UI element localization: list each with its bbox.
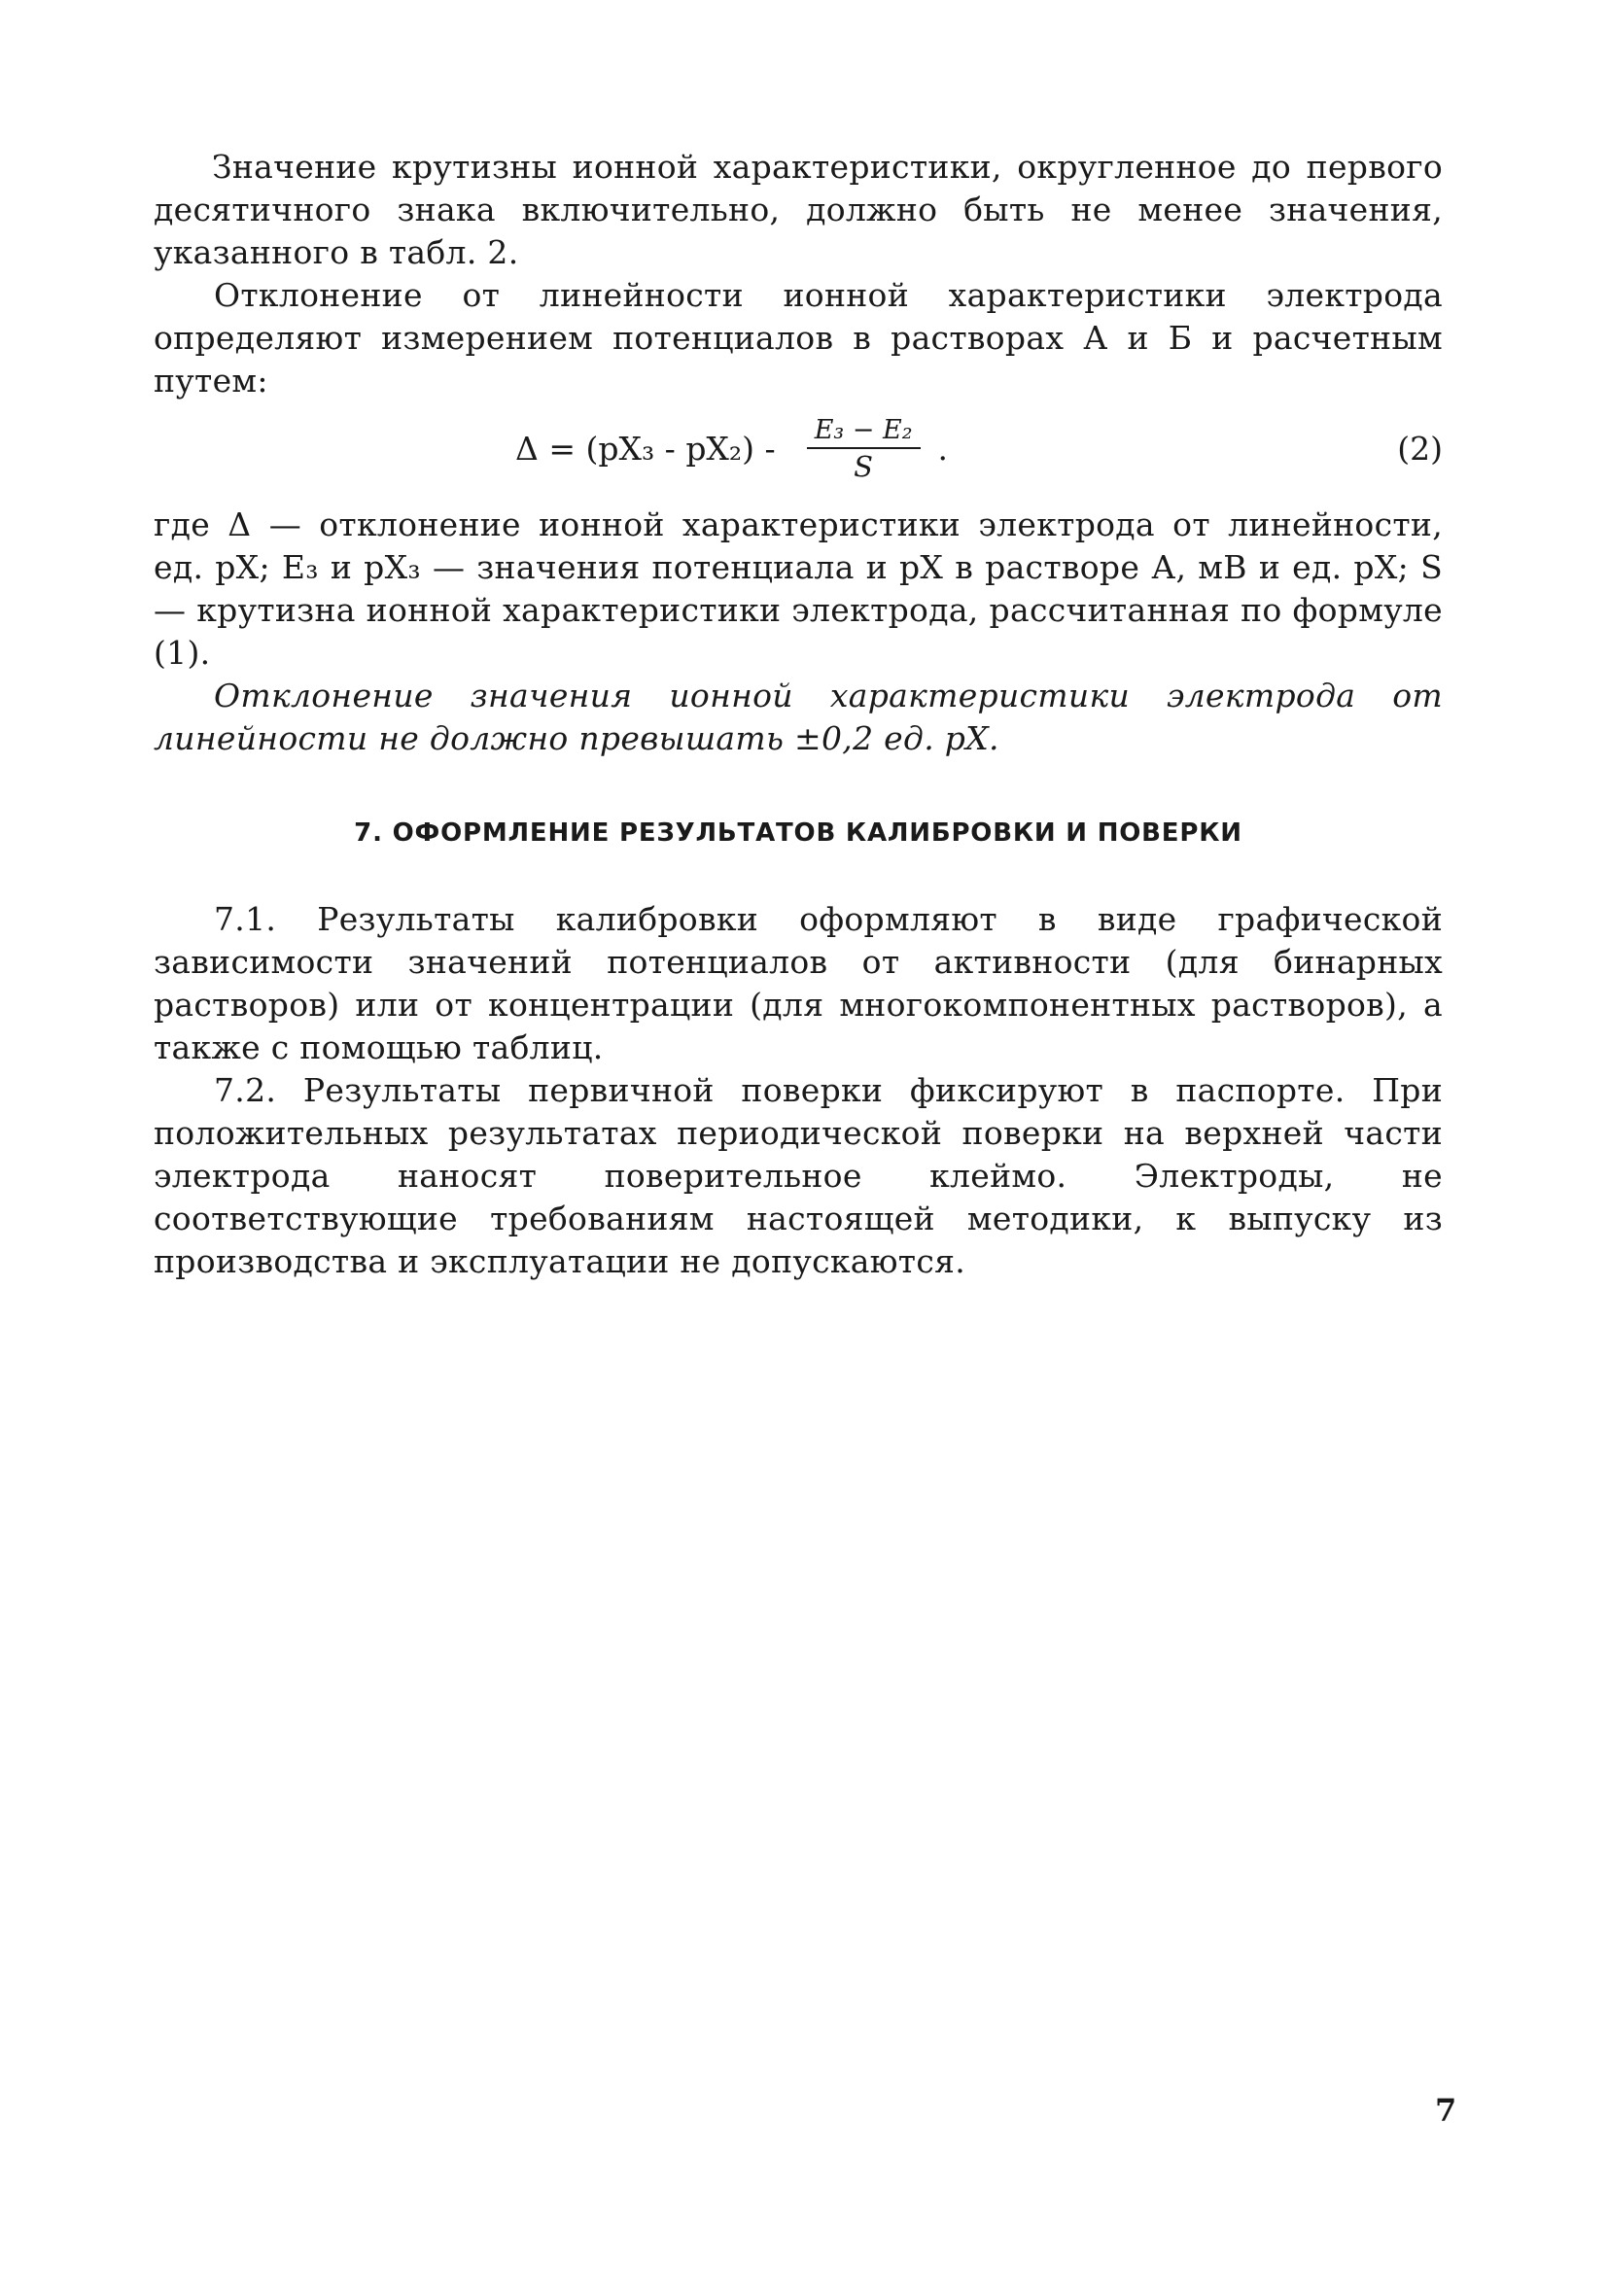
formula-expression	[515, 416, 948, 482]
paragraph-deviation-limit: Отклонение значения ионной характеристики электрода от линейности не должно превышать ±0,2 ед. pX.	[154, 677, 1443, 757]
paragraph-slope-value: Значение крутизны ионной характеристики, округленное до первого десятичного знака включительно, должно быть не менее значения, указанного в табл. 2.	[154, 148, 1443, 271]
formula-trailing: .	[937, 430, 949, 468]
formula-lhs: Δ = (pX₃ - pX₂) -	[515, 430, 776, 468]
section-heading: 7. ОФОРМЛЕНИЕ РЕЗУЛЬТАТОВ КАЛИБРОВКИ И ПОВЕРКИ	[354, 818, 1242, 848]
formula-2	[154, 406, 1443, 504]
formula-numerator: E₃ − E₂	[807, 416, 921, 449]
formula-fraction	[807, 416, 921, 482]
equation-number: (2)	[1397, 430, 1443, 468]
paragraph-where-definitions: где Δ — отклонение ионной характеристики электрода от линейности, ед. pX; E₃ и pX₃ — значения потенциала и pX в растворе А, мВ и ед. pX; S — крутизна ионной характеристики электрода, рассчитанная по формуле (1).	[154, 505, 1443, 672]
formula-denominator: S	[854, 450, 874, 483]
paragraph-linearity-deviation-method: Отклонение от линейности ионной характеристики электрода определяют измерением потенциалов в растворах А и Б и расчетным путем:	[154, 276, 1443, 400]
page-number: 7	[1435, 2092, 1457, 2129]
document-page	[154, 146, 1443, 1283]
paragraph-7-1: 7.1. Результаты калибровки оформляют в виде графической зависимости значений потенциалов от активности (для бинарных растворов) или от концентрации (для многокомпонентных растворов), а также с помощью таблиц.	[154, 900, 1443, 1066]
paragraph-7-2: 7.2. Результаты первичной поверки фиксируют в паспорте. При положительных результатах периодической поверки на верхней части электрода наносят поверительное клеймо. Электроды, не соответствующие требованиям настоящей методики, к выпуску из производства и эксплуатации не допускаются.	[154, 1071, 1443, 1280]
